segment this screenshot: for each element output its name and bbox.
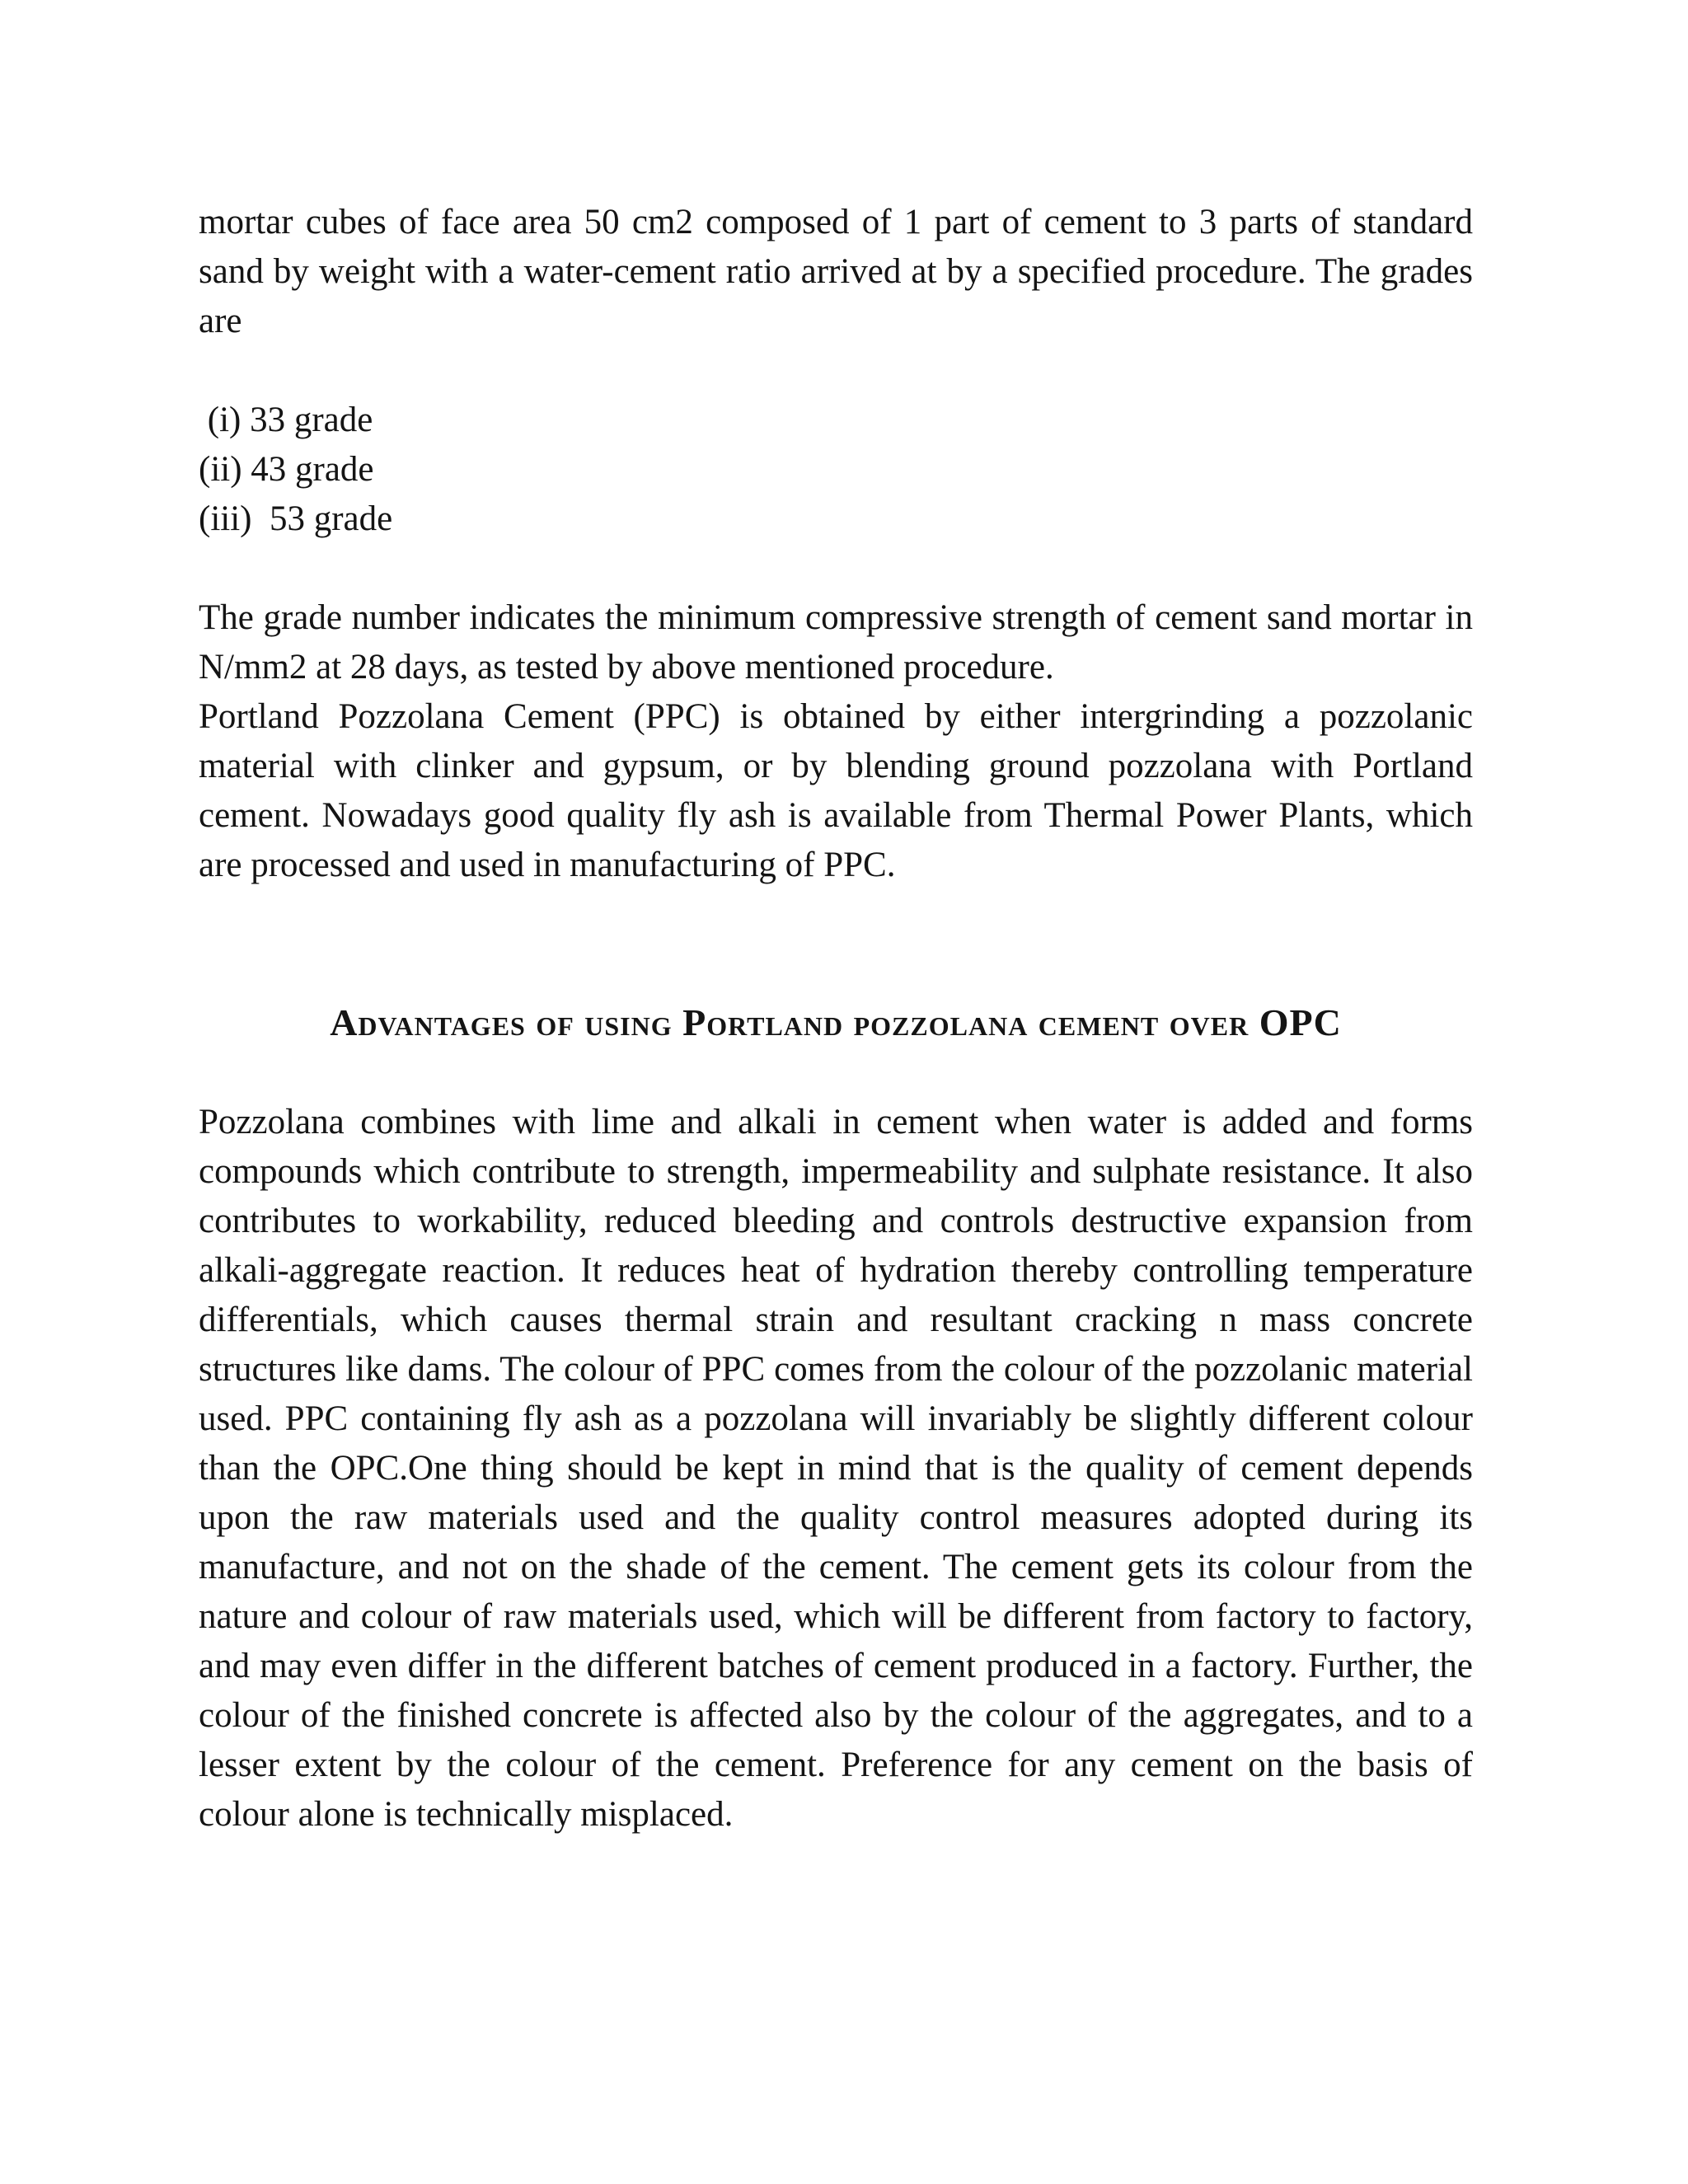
list-item: (iii) 53 grade [199,499,393,538]
grades-list [199,396,1473,544]
advantages-paragraph: Pozzolana combines with lime and alkali in cement when water is added and forms compounds which contribute to strength, impermeability and sulphate resistance. It also contributes to workability, reduced bleeding and controls destructive expansion from alkali-aggregate reaction. It reduces heat of hydration thereby controlling temperature differentials, which causes thermal strain and resultant cracking n mass concrete structures like dams. The colour of PPC comes from the colour of the pozzolanic material used. PPC containing fly ash as a pozzolana will invariably be slightly different colour than the OPC.One thing should be kept in mind that is the quality of cement depends upon the raw materials used and the quality control measures adopted during its manufacture, and not on the shade of the cement. The cement gets its colour from the nature and colour of raw materials used, which will be different from factory to factory, and may even differ in the different batches of cement produced in a factory. Further, the colour of the finished concrete is affected also by the colour of the aggregates, and to a lesser extent by the colour of the cement. Preference for any cement on the basis of colour alone is technically misplaced. [199,1103,1473,1834]
grade-note-paragraph: The grade number indicates the minimum compressive strength of cement sand mortar in N/mm2 at 28 days, as tested by above mentioned procedure. [199,598,1473,687]
list-item: (ii) 43 grade [199,450,374,489]
list-item: (i) 33 grade [199,401,373,439]
document-page [199,198,1473,1840]
section-heading: Advantages of using Portland pozzolana cement over OPC [330,1001,1342,1043]
ppc-definition-paragraph: Portland Pozzolana Cement (PPC) is obtained by either intergrinding a pozzolanic material with clinker and gypsum, or by blending ground pozzolana with Portland cement. Nowadays good quality fly ash is available from Thermal Power Plants, which are processed and used in manufacturing of PPC. [199,697,1473,884]
intro-paragraph: mortar cubes of face area 50 cm2 composed of 1 part of cement to 3 parts of standard sand by weight with a water-cement ratio arrived at by a specified procedure. The grades are [199,203,1473,340]
